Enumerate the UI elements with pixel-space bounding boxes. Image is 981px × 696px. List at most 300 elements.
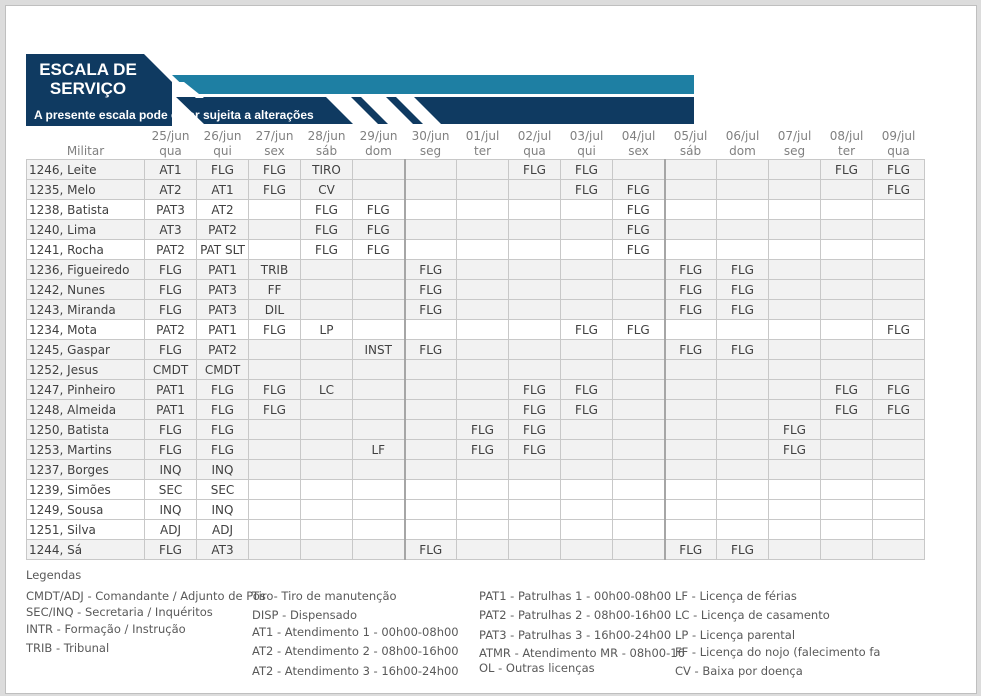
- table-row: [27, 280, 925, 300]
- shift-cell: FLG: [145, 420, 197, 440]
- shift-cell: [769, 300, 821, 320]
- shift-cell: FLG: [301, 240, 353, 260]
- shift-cell: [405, 500, 457, 520]
- shift-cell: [873, 340, 925, 360]
- shift-cell: [873, 300, 925, 320]
- day-header: [821, 126, 873, 160]
- shift-cell: [769, 380, 821, 400]
- shift-cell: [769, 460, 821, 480]
- shift-cell: [353, 480, 405, 500]
- militar-name: 1239, Simões: [27, 480, 145, 500]
- table-row: [27, 200, 925, 220]
- shift-cell: AT2: [197, 200, 249, 220]
- shift-cell: [613, 400, 665, 420]
- shift-cell: [613, 300, 665, 320]
- shift-cell: [353, 160, 405, 180]
- shift-cell: FLG: [821, 380, 873, 400]
- table-row: [27, 420, 925, 440]
- shift-cell: [873, 440, 925, 460]
- legend-item: CV - Baixa por doença: [675, 664, 803, 678]
- militar-name: 1245, Gaspar: [27, 340, 145, 360]
- table-row: [27, 220, 925, 240]
- shift-cell: [509, 360, 561, 380]
- shift-cell: [769, 500, 821, 520]
- title-line-1: ESCALA DE: [39, 60, 137, 79]
- shift-cell: FLG: [769, 420, 821, 440]
- page-subtitle: A presente escala pode estar sujeita a alterações: [34, 108, 314, 122]
- day-weekday: qua: [887, 144, 910, 158]
- shift-cell: [457, 380, 509, 400]
- shift-cell: [873, 260, 925, 280]
- shift-cell: [509, 460, 561, 480]
- shift-cell: [613, 280, 665, 300]
- shift-cell: [249, 500, 301, 520]
- shift-cell: FLG: [717, 280, 769, 300]
- shift-cell: [249, 440, 301, 460]
- shift-cell: [353, 460, 405, 480]
- shift-cell: FLG: [665, 540, 717, 560]
- shift-cell: FLG: [405, 260, 457, 280]
- shift-cell: [873, 520, 925, 540]
- shift-cell: [249, 240, 301, 260]
- shift-cell: FLG: [249, 160, 301, 180]
- shift-cell: [301, 340, 353, 360]
- shift-cell: [561, 440, 613, 460]
- shift-cell: [301, 460, 353, 480]
- shift-cell: [301, 420, 353, 440]
- table-row: [27, 520, 925, 540]
- day-header: [353, 126, 405, 160]
- shift-cell: FLG: [145, 540, 197, 560]
- shift-cell: FLG: [353, 220, 405, 240]
- shift-cell: [509, 280, 561, 300]
- shift-cell: [821, 340, 873, 360]
- shift-cell: [717, 380, 769, 400]
- day-header: [145, 126, 197, 160]
- shift-cell: FLG: [197, 420, 249, 440]
- shift-cell: FLG: [561, 400, 613, 420]
- shift-cell: [613, 360, 665, 380]
- shift-cell: [665, 360, 717, 380]
- shift-cell: [613, 480, 665, 500]
- shift-cell: [665, 420, 717, 440]
- shift-cell: [509, 300, 561, 320]
- day-weekday: sáb: [315, 144, 338, 158]
- shift-cell: [353, 260, 405, 280]
- shift-cell: [769, 320, 821, 340]
- day-header: [197, 126, 249, 160]
- shift-cell: [769, 260, 821, 280]
- shift-cell: [717, 500, 769, 520]
- shift-cell: [457, 280, 509, 300]
- day-date: 28/jun: [307, 129, 346, 143]
- table-row: [27, 380, 925, 400]
- shift-cell: PAT SLT: [197, 240, 249, 260]
- page-title: [32, 60, 144, 98]
- shift-cell: [457, 520, 509, 540]
- shift-cell: FLG: [405, 280, 457, 300]
- shift-cell: FLG: [509, 440, 561, 460]
- day-header: [613, 126, 665, 160]
- shift-cell: [665, 520, 717, 540]
- day-header: [769, 126, 821, 160]
- shift-cell: [717, 320, 769, 340]
- shift-cell: [353, 400, 405, 420]
- legends-title: Legendas: [26, 568, 82, 582]
- shift-cell: FLG: [509, 420, 561, 440]
- shift-cell: [665, 160, 717, 180]
- day-date: 03/jul: [569, 129, 604, 143]
- day-header: [717, 126, 769, 160]
- shift-cell: TIRO: [301, 160, 353, 180]
- table-row: [27, 460, 925, 480]
- day-weekday: sex: [264, 144, 285, 158]
- day-date: 04/jul: [621, 129, 656, 143]
- shift-cell: [821, 480, 873, 500]
- shift-cell: FLG: [457, 440, 509, 460]
- shift-cell: [353, 180, 405, 200]
- shift-cell: FLG: [873, 400, 925, 420]
- shift-cell: PAT2: [197, 340, 249, 360]
- table-row: [27, 260, 925, 280]
- shift-cell: [769, 220, 821, 240]
- shift-cell: PAT2: [145, 320, 197, 340]
- shift-cell: FLG: [873, 180, 925, 200]
- shift-cell: [613, 340, 665, 360]
- shift-cell: [457, 300, 509, 320]
- shift-cell: AT3: [197, 540, 249, 560]
- shift-cell: [769, 180, 821, 200]
- shift-cell: [405, 400, 457, 420]
- militar-name: 1235, Melo: [27, 180, 145, 200]
- shift-cell: FLG: [717, 260, 769, 280]
- table-row: [27, 160, 925, 180]
- shift-cell: FLG: [613, 240, 665, 260]
- militar-name: 1251, Silva: [27, 520, 145, 540]
- shift-cell: [509, 520, 561, 540]
- shift-cell: [301, 400, 353, 420]
- shift-cell: [769, 540, 821, 560]
- shift-cell: [509, 180, 561, 200]
- shift-cell: [301, 500, 353, 520]
- shift-cell: FLG: [509, 400, 561, 420]
- shift-cell: LP: [301, 320, 353, 340]
- shift-cell: INST: [353, 340, 405, 360]
- shift-cell: [509, 340, 561, 360]
- shift-cell: [561, 360, 613, 380]
- day-header: [457, 126, 509, 160]
- shift-cell: PAT1: [197, 260, 249, 280]
- shift-cell: FLG: [665, 260, 717, 280]
- shift-cell: FLG: [145, 440, 197, 460]
- shift-cell: [717, 480, 769, 500]
- shift-cell: [717, 220, 769, 240]
- militar-name: 1236, Figueiredo: [27, 260, 145, 280]
- shift-cell: [613, 500, 665, 520]
- shift-cell: FLG: [197, 380, 249, 400]
- legend-item: INTR - Formação / Instrução: [26, 622, 186, 636]
- legend-item: TRIB - Tribunal: [26, 641, 110, 655]
- shift-cell: [249, 520, 301, 540]
- shift-cell: [405, 180, 457, 200]
- shift-cell: ADJ: [197, 520, 249, 540]
- shift-cell: [769, 480, 821, 500]
- shift-cell: FLG: [769, 440, 821, 460]
- shift-cell: [821, 360, 873, 380]
- shift-cell: [509, 200, 561, 220]
- shift-cell: [457, 460, 509, 480]
- day-header: [301, 126, 353, 160]
- table-row: [27, 300, 925, 320]
- shift-cell: [769, 240, 821, 260]
- shift-cell: FLG: [613, 320, 665, 340]
- day-date: 25/jun: [151, 129, 190, 143]
- shift-cell: [249, 420, 301, 440]
- shift-cell: [301, 260, 353, 280]
- shift-cell: AT1: [145, 160, 197, 180]
- day-header: [561, 126, 613, 160]
- shift-cell: [873, 540, 925, 560]
- shift-cell: LC: [301, 380, 353, 400]
- shift-cell: [457, 540, 509, 560]
- shift-cell: [405, 220, 457, 240]
- legend-item: FF - Licença do nojo (falecimento fa: [675, 645, 881, 659]
- shift-cell: [769, 400, 821, 420]
- shift-cell: AT1: [197, 180, 249, 200]
- militar-header: Militar: [66, 144, 105, 158]
- shift-cell: [405, 380, 457, 400]
- shift-cell: [405, 240, 457, 260]
- shift-cell: [717, 460, 769, 480]
- shift-cell: FLG: [613, 200, 665, 220]
- shift-cell: FLG: [301, 220, 353, 240]
- shift-cell: LF: [353, 440, 405, 460]
- shift-cell: INQ: [197, 460, 249, 480]
- shift-cell: FF: [249, 280, 301, 300]
- shift-cell: [665, 180, 717, 200]
- legend-item: LC - Licença de casamento: [675, 608, 830, 622]
- shift-cell: FLG: [665, 340, 717, 360]
- shift-cell: [353, 540, 405, 560]
- shift-cell: TRIB: [249, 260, 301, 280]
- shift-cell: [821, 540, 873, 560]
- shift-cell: PAT2: [197, 220, 249, 240]
- table-row: [27, 400, 925, 420]
- shift-cell: [821, 440, 873, 460]
- legend-item: AT1 - Atendimento 1 - 00h00-08h00: [252, 625, 459, 639]
- day-date: 08/jul: [829, 129, 864, 143]
- shift-cell: [665, 500, 717, 520]
- militar-name: 1242, Nunes: [27, 280, 145, 300]
- shift-cell: [301, 480, 353, 500]
- shift-cell: [613, 380, 665, 400]
- shift-cell: [509, 540, 561, 560]
- day-date: 27/jun: [255, 129, 294, 143]
- shift-cell: FLG: [145, 260, 197, 280]
- shift-cell: FLG: [509, 380, 561, 400]
- shift-cell: [249, 200, 301, 220]
- table-row: [27, 500, 925, 520]
- shift-cell: [249, 340, 301, 360]
- shift-cell: [873, 360, 925, 380]
- day-weekday: seg: [419, 144, 442, 158]
- shift-cell: FLG: [873, 320, 925, 340]
- shift-cell: PAT1: [197, 320, 249, 340]
- shift-cell: [821, 280, 873, 300]
- shift-cell: [665, 220, 717, 240]
- shift-cell: [457, 180, 509, 200]
- table-header-row: [27, 126, 925, 160]
- shift-cell: FLG: [353, 240, 405, 260]
- day-weekday: qua: [159, 144, 182, 158]
- shift-cell: [457, 320, 509, 340]
- shift-cell: [561, 500, 613, 520]
- shift-cell: FLG: [873, 380, 925, 400]
- shift-cell: [405, 160, 457, 180]
- shift-cell: [561, 240, 613, 260]
- shift-cell: [613, 440, 665, 460]
- day-weekday: sex: [628, 144, 649, 158]
- shift-cell: [405, 440, 457, 460]
- shift-cell: [561, 460, 613, 480]
- shift-cell: [457, 400, 509, 420]
- shift-cell: [301, 280, 353, 300]
- shift-cell: [873, 500, 925, 520]
- shift-cell: FLG: [145, 280, 197, 300]
- shift-cell: [665, 440, 717, 460]
- shift-cell: [821, 220, 873, 240]
- militar-name: 1244, Sá: [27, 540, 145, 560]
- day-header: [405, 126, 457, 160]
- day-weekday: ter: [837, 144, 856, 158]
- shift-cell: [665, 460, 717, 480]
- table-row: [27, 360, 925, 380]
- legend-item: PAT1 - Patrulhas 1 - 00h00-08h00: [479, 589, 672, 603]
- shift-cell: [769, 520, 821, 540]
- shift-cell: [457, 220, 509, 240]
- shift-cell: FLG: [717, 300, 769, 320]
- day-header: [509, 126, 561, 160]
- shift-cell: [821, 240, 873, 260]
- shift-cell: FLG: [197, 440, 249, 460]
- shift-cell: [821, 520, 873, 540]
- shift-cell: [873, 200, 925, 220]
- shift-cell: [717, 520, 769, 540]
- day-weekday: sáb: [679, 144, 702, 158]
- table-row: [27, 240, 925, 260]
- shift-cell: FLG: [717, 340, 769, 360]
- shift-cell: [249, 460, 301, 480]
- legends-section: [26, 562, 966, 682]
- shift-cell: [717, 160, 769, 180]
- shift-cell: [561, 420, 613, 440]
- shift-cell: AT3: [145, 220, 197, 240]
- day-weekday: ter: [473, 144, 492, 158]
- shift-cell: FLG: [249, 320, 301, 340]
- shift-cell: FLG: [561, 380, 613, 400]
- shift-cell: [509, 260, 561, 280]
- militar-name: 1241, Rocha: [27, 240, 145, 260]
- day-date: 30/jun: [411, 129, 450, 143]
- shift-cell: [301, 360, 353, 380]
- shift-cell: [353, 420, 405, 440]
- shift-cell: FLG: [665, 300, 717, 320]
- shift-cell: FLG: [509, 160, 561, 180]
- document-page: [5, 5, 977, 694]
- table-row: [27, 480, 925, 500]
- shift-cell: INQ: [145, 500, 197, 520]
- shift-cell: [613, 260, 665, 280]
- shift-cell: FLG: [197, 400, 249, 420]
- shift-cell: [873, 220, 925, 240]
- shift-cell: [457, 260, 509, 280]
- legend-item: AT2 - Atendimento 3 - 16h00-24h00: [252, 664, 459, 678]
- shift-cell: [509, 240, 561, 260]
- shift-cell: [405, 200, 457, 220]
- shift-cell: [717, 400, 769, 420]
- shift-cell: SEC: [145, 480, 197, 500]
- shift-cell: [873, 240, 925, 260]
- shift-cell: [665, 380, 717, 400]
- shift-cell: FLG: [613, 180, 665, 200]
- legend-item: ATMR - Atendimento MR - 08h00-16: [479, 646, 685, 660]
- table-row: [27, 540, 925, 560]
- shift-cell: [353, 500, 405, 520]
- militar-name: 1246, Leite: [27, 160, 145, 180]
- legend-item: LF - Licença de férias: [675, 589, 797, 603]
- shift-cell: FLG: [405, 300, 457, 320]
- day-weekday: dom: [365, 144, 392, 158]
- shift-cell: FLG: [613, 220, 665, 240]
- shift-cell: [405, 360, 457, 380]
- schedule-table: [26, 126, 925, 560]
- day-weekday: qui: [577, 144, 596, 158]
- shift-cell: FLG: [561, 320, 613, 340]
- shift-cell: [301, 540, 353, 560]
- shift-cell: AT2: [145, 180, 197, 200]
- day-weekday: qui: [213, 144, 232, 158]
- shift-cell: [769, 160, 821, 180]
- shift-cell: FLG: [145, 340, 197, 360]
- shift-cell: [769, 200, 821, 220]
- shift-cell: [353, 360, 405, 380]
- shift-cell: [561, 480, 613, 500]
- shift-cell: [509, 220, 561, 240]
- shift-cell: FLG: [405, 340, 457, 360]
- shift-cell: [665, 200, 717, 220]
- shift-cell: [769, 360, 821, 380]
- shift-cell: FLG: [249, 380, 301, 400]
- shift-cell: [561, 280, 613, 300]
- shift-cell: [613, 160, 665, 180]
- shift-cell: CMDT: [197, 360, 249, 380]
- day-date: 06/jul: [725, 129, 760, 143]
- shift-cell: [561, 540, 613, 560]
- shift-cell: FLG: [561, 180, 613, 200]
- shift-cell: PAT3: [145, 200, 197, 220]
- shift-cell: [249, 220, 301, 240]
- shift-cell: [457, 200, 509, 220]
- shift-cell: PAT1: [145, 380, 197, 400]
- shift-cell: [717, 180, 769, 200]
- shift-cell: CV: [301, 180, 353, 200]
- shift-cell: [249, 480, 301, 500]
- shift-cell: [405, 420, 457, 440]
- shift-cell: FLG: [665, 280, 717, 300]
- table-row: [27, 180, 925, 200]
- table-row: [27, 320, 925, 340]
- shift-cell: [353, 380, 405, 400]
